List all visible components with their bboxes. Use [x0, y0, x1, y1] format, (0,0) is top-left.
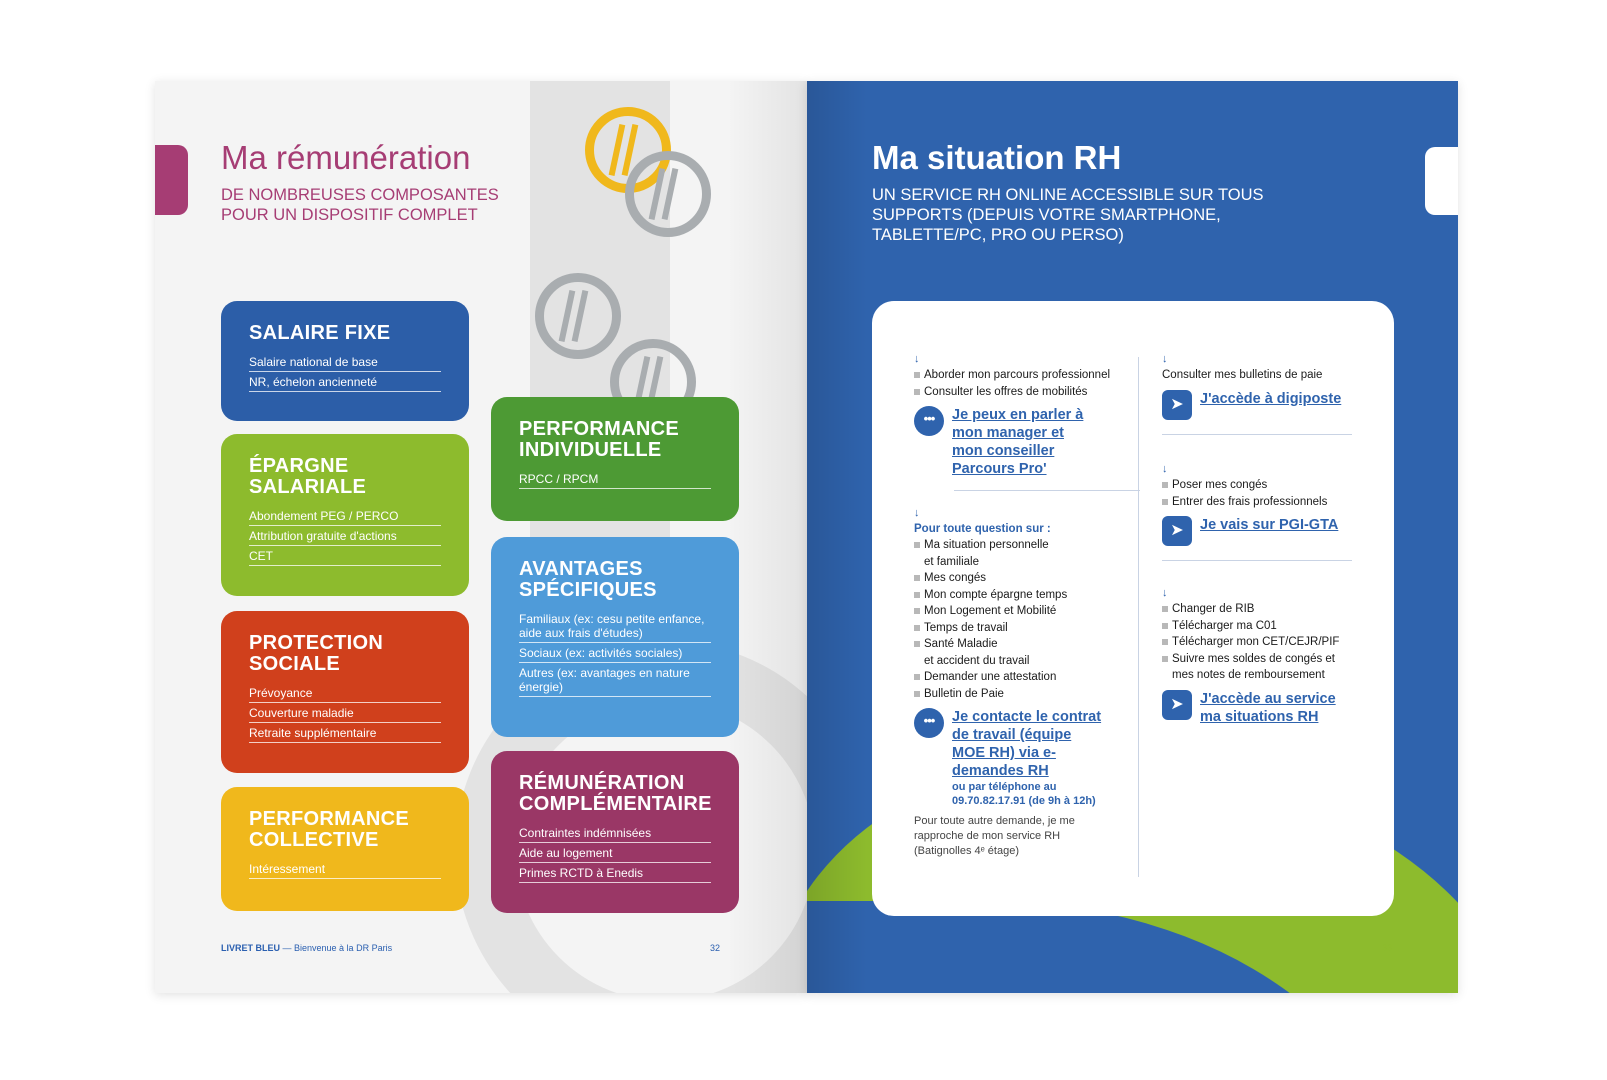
card-item: Familiaux (ex: cesu petite enfance, aide aux frais d'études): [519, 609, 711, 643]
card-title: SALAIRE FIXE: [249, 322, 391, 344]
phone-note: ou par téléphone au 09.70.82.17.91 (de 9h à 12h): [952, 781, 1096, 807]
coin-icon: [535, 273, 621, 359]
separator: [1162, 560, 1352, 561]
section-questions: [914, 507, 1124, 859]
card-item: Attribution gratuite d'actions: [249, 526, 441, 546]
column-divider: [1138, 357, 1139, 877]
card-title: ÉPARGNE SALARIALE: [249, 455, 367, 498]
list-item: Aborder mon parcours professionnel: [914, 367, 1124, 384]
card-item: RPCC / RPCM: [519, 469, 711, 489]
arrow-down-icon: ↓: [914, 507, 920, 519]
card-title: PERFORMANCE INDIVIDUELLE: [519, 418, 679, 461]
page-title: Ma rémunération: [221, 139, 471, 176]
contact-manager-link[interactable]: [914, 406, 1124, 478]
card-title: PROTECTION SOCIALE: [249, 632, 384, 675]
list-item: Demander une attestation: [914, 669, 1124, 686]
card-item: NR, échelon ancienneté: [249, 372, 441, 392]
card-remuneration-complementaire: [491, 751, 739, 913]
section-conges: [1162, 463, 1352, 561]
link-text[interactable]: Je vais sur PGI-GTA: [1200, 517, 1339, 533]
list-item: Suivre mes soldes de congés et mes notes de remboursement: [1162, 651, 1352, 684]
section-parcours: [914, 353, 1124, 491]
list-item: et familiale: [924, 555, 979, 568]
other-request-note: Pour toute autre demande, je me rapproche de mon service RH (Batignolles 4ᵉ étage): [914, 815, 1075, 857]
pgi-gta-link[interactable]: [1162, 516, 1352, 546]
list-item: Temps de travail: [914, 620, 1124, 637]
card-item: Primes RCTD à Enedis: [519, 863, 711, 883]
link-text[interactable]: J'accède à digiposte: [1200, 390, 1342, 407]
navigation-arrow-icon: ➤: [1162, 690, 1192, 720]
card-item: Retraite supplémentaire: [249, 723, 441, 743]
footer-brand: LIVRET BLEU: [221, 943, 281, 953]
list-item: Consulter les offres de mobilités: [914, 384, 1124, 401]
page-number: 32: [710, 943, 721, 953]
list-item: et accident du travail: [924, 654, 1030, 667]
contact-rh-link[interactable]: [914, 708, 1124, 808]
footer-text: — Bienvenue à la DR Paris: [280, 943, 393, 953]
arrow-down-icon: ↓: [1162, 353, 1168, 365]
page-fold-shadow: [727, 81, 807, 993]
page-subtitle: DE NOMBREUSES COMPOSANTES POUR UN DISPOSITIF COMPLET: [221, 186, 499, 224]
arrow-down-icon: ↓: [914, 353, 920, 365]
info-panel: [872, 301, 1394, 916]
card-performance-collective: [221, 787, 469, 911]
section-bulletins: [1162, 353, 1352, 435]
situation-rh-link[interactable]: [1162, 690, 1352, 726]
card-item: Intéressement: [249, 859, 441, 879]
digiposte-link[interactable]: [1162, 390, 1352, 420]
section-tab-marker: [1425, 147, 1458, 215]
section-situation-rh: [1162, 587, 1352, 726]
card-protection-sociale: [221, 611, 469, 773]
link-text[interactable]: J'accède au service ma situations RH: [1200, 690, 1336, 725]
navigation-arrow-icon: ➤: [1162, 390, 1192, 420]
card-item: Sociaux (ex: activités sociales): [519, 643, 711, 663]
right-page: [807, 81, 1458, 993]
card-title: RÉMUNÉRATION COMPLÉMENTAIRE: [519, 772, 712, 815]
list-item: Poser mes congés: [1162, 477, 1352, 494]
card-epargne-salariale: [221, 434, 469, 596]
card-item: Aide au logement: [519, 843, 711, 863]
page-fold-shadow: [807, 81, 867, 993]
list-item: Changer de RIB: [1162, 601, 1352, 618]
left-page: [155, 81, 807, 993]
list-item: Ma situation personnelle: [914, 537, 1124, 554]
link-text[interactable]: Je contacte le contrat de travail (équipe MOE RH) via e-demandes RH: [952, 709, 1102, 779]
page-subtitle: UN SERVICE RH ONLINE ACCESSIBLE SUR TOUS SUPPORTS (DEPUIS VOTRE SMARTPHONE, TABLETTE/PC, PRO OU PERSO): [872, 186, 1264, 244]
card-title: AVANTAGES SPÉCIFIQUES: [519, 558, 657, 601]
list-item: Télécharger ma C01: [1162, 618, 1352, 635]
card-title: PERFORMANCE COLLECTIVE: [249, 808, 409, 851]
card-salaire-fixe: [221, 301, 469, 421]
card-item: Prévoyance: [249, 683, 441, 703]
page-footer: [221, 943, 392, 953]
separator: [954, 490, 1140, 491]
card-avantages-specifiques: [491, 537, 739, 737]
card-item: Abondement PEG / PERCO: [249, 506, 441, 526]
card-performance-individuelle: [491, 397, 739, 521]
list-item: Mon compte épargne temps: [914, 587, 1124, 604]
list-item: Mon Logement et Mobilité: [914, 603, 1124, 620]
list-item: Entrer des frais professionnels: [1162, 494, 1352, 511]
arrow-down-icon: ↓: [1162, 587, 1168, 599]
list-item: Santé Maladie: [914, 636, 1124, 653]
card-item: Couverture maladie: [249, 703, 441, 723]
chat-bubble-icon: •••: [914, 406, 944, 436]
card-item: Autres (ex: avantages en nature énergie): [519, 663, 711, 697]
separator: [1162, 434, 1352, 435]
card-item: Contraintes indémnisées: [519, 823, 711, 843]
page-title: Ma situation RH: [872, 139, 1122, 176]
arrow-down-icon: ↓: [1162, 463, 1168, 475]
list-item: Mes congés: [914, 570, 1124, 587]
chat-bubble-icon: •••: [914, 708, 944, 738]
coin-icon: [625, 151, 711, 237]
navigation-arrow-icon: ➤: [1162, 516, 1192, 546]
card-item: Salaire national de base: [249, 352, 441, 372]
list-item: Bulletin de Paie: [914, 686, 1124, 703]
page-number: 33: [1382, 943, 1393, 953]
card-item: CET: [249, 546, 441, 566]
list-item: Consulter mes bulletins de paie: [1162, 369, 1323, 381]
question-label: Pour toute question sur :: [914, 523, 1051, 535]
link-text[interactable]: Je peux en parler à mon manager et mon conseiller Parcours Pro': [952, 407, 1084, 477]
section-tab-marker: [155, 145, 188, 215]
list-item: Télécharger mon CET/CEJR/PIF: [1162, 634, 1352, 651]
